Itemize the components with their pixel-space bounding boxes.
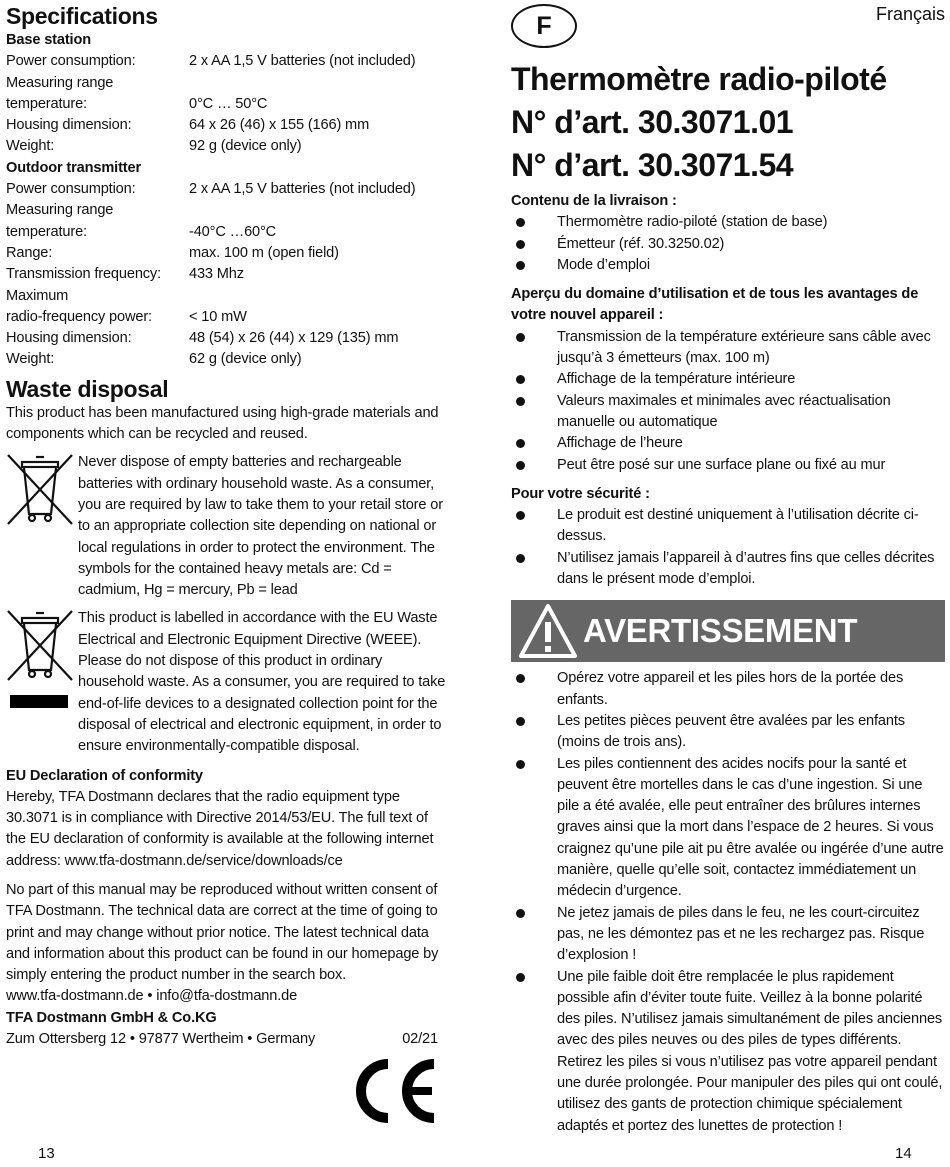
company-name: TFA Dostmann GmbH & Co.KG bbox=[6, 1009, 217, 1026]
spec-label: Measuring range bbox=[6, 74, 114, 91]
bullet-icon bbox=[511, 433, 557, 454]
spec-value: 92 g (device only) bbox=[189, 138, 302, 155]
right-page bbox=[511, 0, 945, 1167]
safety-title: Pour votre sécurité : bbox=[511, 485, 650, 502]
company-address: Zum Ottersberg 12 • 97877 Wertheim • Germany bbox=[6, 1031, 316, 1048]
overview-item bbox=[511, 433, 945, 454]
spec-row bbox=[6, 222, 446, 243]
bullet-icon bbox=[511, 369, 557, 390]
spec-label: Transmission frequency: bbox=[6, 266, 161, 283]
list-item-text: Émetteur (réf. 30.3250.02) bbox=[557, 235, 725, 252]
spec-value: 433 Mhz bbox=[189, 266, 244, 283]
overview-item bbox=[511, 327, 945, 370]
bullet-icon bbox=[511, 903, 557, 967]
spec-row bbox=[6, 349, 446, 370]
overview-item bbox=[511, 455, 945, 476]
spec-value: max. 100 m (open field) bbox=[189, 244, 339, 261]
warning-banner bbox=[511, 600, 945, 662]
list-item-text: Ne jetez jamais de piles dans le feu, ne les court-circuitez pas, ne les démontez pas et ne les rechargez pas. Risque d’explosion ! bbox=[557, 904, 925, 964]
weee-bin-icon bbox=[6, 608, 74, 684]
overview-item bbox=[511, 369, 945, 390]
spec-row bbox=[6, 136, 446, 157]
warning-item bbox=[511, 711, 945, 754]
delivery-title: Contenu de la livraison : bbox=[511, 193, 677, 209]
spec-label: temperature: bbox=[6, 223, 87, 240]
waste-disposal-title: Waste disposal bbox=[6, 375, 169, 402]
spec-row bbox=[6, 243, 446, 264]
weee-text: This product is labelled in accordance with the EU Waste Electrical and Electronic Equipment Directive (WEEE). Please do not dispose of this product in ordinary household waste. As a consumer, you are required to take end-of-life devices to a designated collection point for the disposal of electrical and electronic equipment, in order to ensure environmentally-compatible disposal. bbox=[78, 610, 446, 755]
title-line-1: Thermomètre radio-piloté bbox=[511, 61, 887, 97]
spec-value bbox=[189, 73, 446, 94]
left-page bbox=[6, 0, 446, 1167]
right-content bbox=[511, 58, 945, 1137]
spec-value: < 10 mW bbox=[189, 308, 247, 325]
spec-value: -40°C …60°C bbox=[189, 223, 277, 240]
spec-value: 2 x AA 1,5 V batteries (not included) bbox=[189, 53, 416, 70]
spec-label: Power consumption: bbox=[6, 53, 136, 70]
spec-row bbox=[6, 94, 446, 115]
title-line-2: N° d’art. 30.3071.01 bbox=[511, 104, 794, 140]
spec-row bbox=[6, 307, 446, 328]
bullet-icon bbox=[511, 754, 557, 903]
ce-mark-icon bbox=[350, 1058, 440, 1124]
bullet-icon bbox=[511, 234, 557, 255]
copyright-text: No part of this manual may be reproduced without written consent of TFA Dostmann. The technical data are correct at the time of going to print and may change without prior notice. The latest technical data and information about this product can be found in our homepage by simply entering the product number in the search box. bbox=[6, 881, 439, 984]
safety-item bbox=[511, 505, 945, 548]
list-item-text: Le produit est destiné uniquement à l’utilisation décrite ci-dessus. bbox=[557, 507, 919, 545]
spec-row bbox=[6, 51, 446, 72]
weee-block bbox=[6, 608, 446, 757]
bullet-icon bbox=[511, 548, 557, 591]
language-label: Français bbox=[875, 4, 945, 24]
page-number-left: 13 bbox=[38, 1145, 55, 1162]
delivery-item bbox=[511, 234, 945, 255]
spec-label: Maximum bbox=[6, 287, 69, 304]
spec-row bbox=[6, 73, 446, 94]
warning-item bbox=[511, 967, 945, 1137]
bullet-icon bbox=[511, 967, 557, 1137]
spec-row bbox=[6, 200, 446, 221]
spec-label: Weight: bbox=[6, 351, 55, 368]
spec-row bbox=[6, 286, 446, 307]
spec-label: Power consumption: bbox=[6, 181, 136, 198]
spec-label: radio-frequency power: bbox=[6, 308, 152, 325]
eu-declaration-text: Hereby, TFA Dostmann declares that the radio equipment type 30.3071 is in compliance with Directive 2014/53/EU. The full text of the EU declaration of conformity is available at the following internet address: www.tfa-dostmann.de/service/downloads/ce bbox=[6, 788, 434, 869]
spec-value: 48 (54) x 26 (44) x 129 (135) mm bbox=[189, 330, 399, 347]
delivery-item bbox=[511, 212, 945, 233]
spec-label: Range: bbox=[6, 244, 53, 261]
bullet-icon bbox=[511, 255, 557, 276]
warning-title: AVERTISSEMENT bbox=[583, 612, 858, 650]
spec-value bbox=[189, 286, 446, 307]
crossed-bin-icon bbox=[6, 452, 74, 528]
overview-item bbox=[511, 391, 945, 434]
overview-list bbox=[511, 327, 945, 476]
waste-intro: This product has been manufactured using high-grade materials and components which can be recycled and reused. bbox=[6, 404, 439, 443]
list-item-text: Thermomètre radio-piloté (station de base) bbox=[557, 214, 828, 231]
eu-declaration-title: EU Declaration of conformity bbox=[6, 767, 203, 784]
overview-title: Aperçu du domaine d’utilisation et de tous les avantages de votre nouvel appareil : bbox=[511, 286, 919, 324]
warning-item bbox=[511, 668, 945, 711]
battery-disposal-text: Never dispose of empty batteries and rechargeable batteries with ordinary household waste. As a consumer, you are required by law to take them to your retail store or to an appropriate collection site depending on national or local regulations in order to protect the environment. The symbols for the contained heavy metals are: Cd = cadmium, Hg = mercury, Pb = lead bbox=[78, 454, 443, 599]
base-station-heading: Base station bbox=[6, 32, 91, 48]
bullet-icon bbox=[511, 711, 557, 754]
spec-value: 62 g (device only) bbox=[189, 351, 302, 368]
outdoor-transmitter-heading: Outdoor transmitter bbox=[6, 159, 141, 176]
battery-disposal-block bbox=[6, 452, 446, 601]
page-number-right: 14 bbox=[895, 1145, 912, 1162]
safety-list bbox=[511, 505, 945, 590]
spec-value: 2 x AA 1,5 V batteries (not included) bbox=[189, 181, 416, 198]
bullet-icon bbox=[511, 668, 557, 711]
list-item-text: N’utilisez jamais l’appareil à d’autres fins que celles décrites dans le présent mode d’emploi. bbox=[557, 549, 935, 588]
specifications-title: Specifications bbox=[6, 3, 158, 29]
bullet-icon bbox=[511, 327, 557, 370]
spec-value: 64 x 26 (46) x 155 (166) mm bbox=[189, 117, 370, 134]
spec-label: Weight: bbox=[6, 138, 55, 155]
list-item-text: Affichage de la température intérieure bbox=[557, 371, 796, 388]
list-item-text: Affichage de l’heure bbox=[557, 435, 683, 452]
specifications-block bbox=[6, 30, 446, 371]
list-item-text: Peut être posé sur une surface plane ou fixé au mur bbox=[557, 456, 886, 473]
delivery-item bbox=[511, 255, 945, 276]
warning-item bbox=[511, 754, 945, 903]
spec-label: Housing dimension: bbox=[6, 330, 132, 347]
spec-label: Housing dimension: bbox=[6, 117, 132, 134]
spec-value: 0°C … 50°C bbox=[189, 95, 268, 112]
spec-row bbox=[6, 264, 446, 285]
delivery-list bbox=[511, 212, 945, 276]
spec-label: temperature: bbox=[6, 95, 87, 112]
list-item-text: Les petites pièces peuvent être avalées par les enfants (moins de trois ans). bbox=[557, 712, 905, 751]
list-item-text: Les piles contiennent des acides nocifs pour la santé et peuvent être mortelles dans le cas d’une ingestion. Si une pile a été avalée, elle peut entraîner des brûlures internes graves ainsi que la mort dans l’espace de 2 heures. Si vous craignez qu’une pile ait pu être avalée ou ingérée d’une autre manière, quelle qu’elle soit, contactez immédiatement un médecin d’urgence. bbox=[557, 755, 944, 900]
bullet-icon bbox=[511, 455, 557, 476]
base-station-specs bbox=[6, 51, 446, 157]
spec-row bbox=[6, 115, 446, 136]
bullet-icon bbox=[511, 212, 557, 233]
warning-triangle-icon bbox=[517, 602, 579, 660]
spec-label: Measuring range bbox=[6, 202, 114, 219]
company-address-row bbox=[6, 1029, 438, 1050]
spec-value bbox=[189, 200, 446, 221]
list-item-text: Une pile faible doit être remplacée le plus rapidement possible afin d’éviter toute fuite. Veillez à la bonne polarité des piles. N’utilisez jamais simultanément de piles anciennes avec des piles neuves ou des piles de types différents. Retirez les piles si vous n’utilisez pas votre appareil pendant une durée prolongée. Pour manipuler des piles qui ont coulé, utilisez des gants de protection chimique spécialement adaptés et portez des lunettes de protection ! bbox=[557, 968, 943, 1134]
warning-item bbox=[511, 903, 945, 967]
spec-row bbox=[6, 179, 446, 200]
list-item-text: Transmission de la température extérieure sans câble avec jusqu’à 3 émetteurs (max. 100 m) bbox=[557, 328, 931, 367]
outdoor-transmitter-specs bbox=[6, 179, 446, 371]
list-item-text: Opérez votre appareil et les piles hors de la portée des enfants. bbox=[557, 670, 904, 708]
warning-list bbox=[511, 668, 945, 1137]
bullet-icon bbox=[511, 505, 557, 548]
bullet-icon bbox=[511, 391, 557, 434]
website-contact: www.tfa-dostmann.de • info@tfa-dostmann.de bbox=[6, 988, 298, 1005]
safety-item bbox=[511, 548, 945, 591]
title-line-3: N° d’art. 30.3071.54 bbox=[511, 147, 794, 183]
spec-row bbox=[6, 328, 446, 349]
list-item-text: Valeurs maximales et minimales avec réactualisation manuelle ou automatique bbox=[557, 392, 891, 430]
weee-black-bar bbox=[10, 695, 68, 708]
print-date: 02/21 bbox=[402, 1031, 438, 1048]
language-badge: F bbox=[511, 4, 577, 48]
list-item-text: Mode d’emploi bbox=[557, 256, 650, 273]
